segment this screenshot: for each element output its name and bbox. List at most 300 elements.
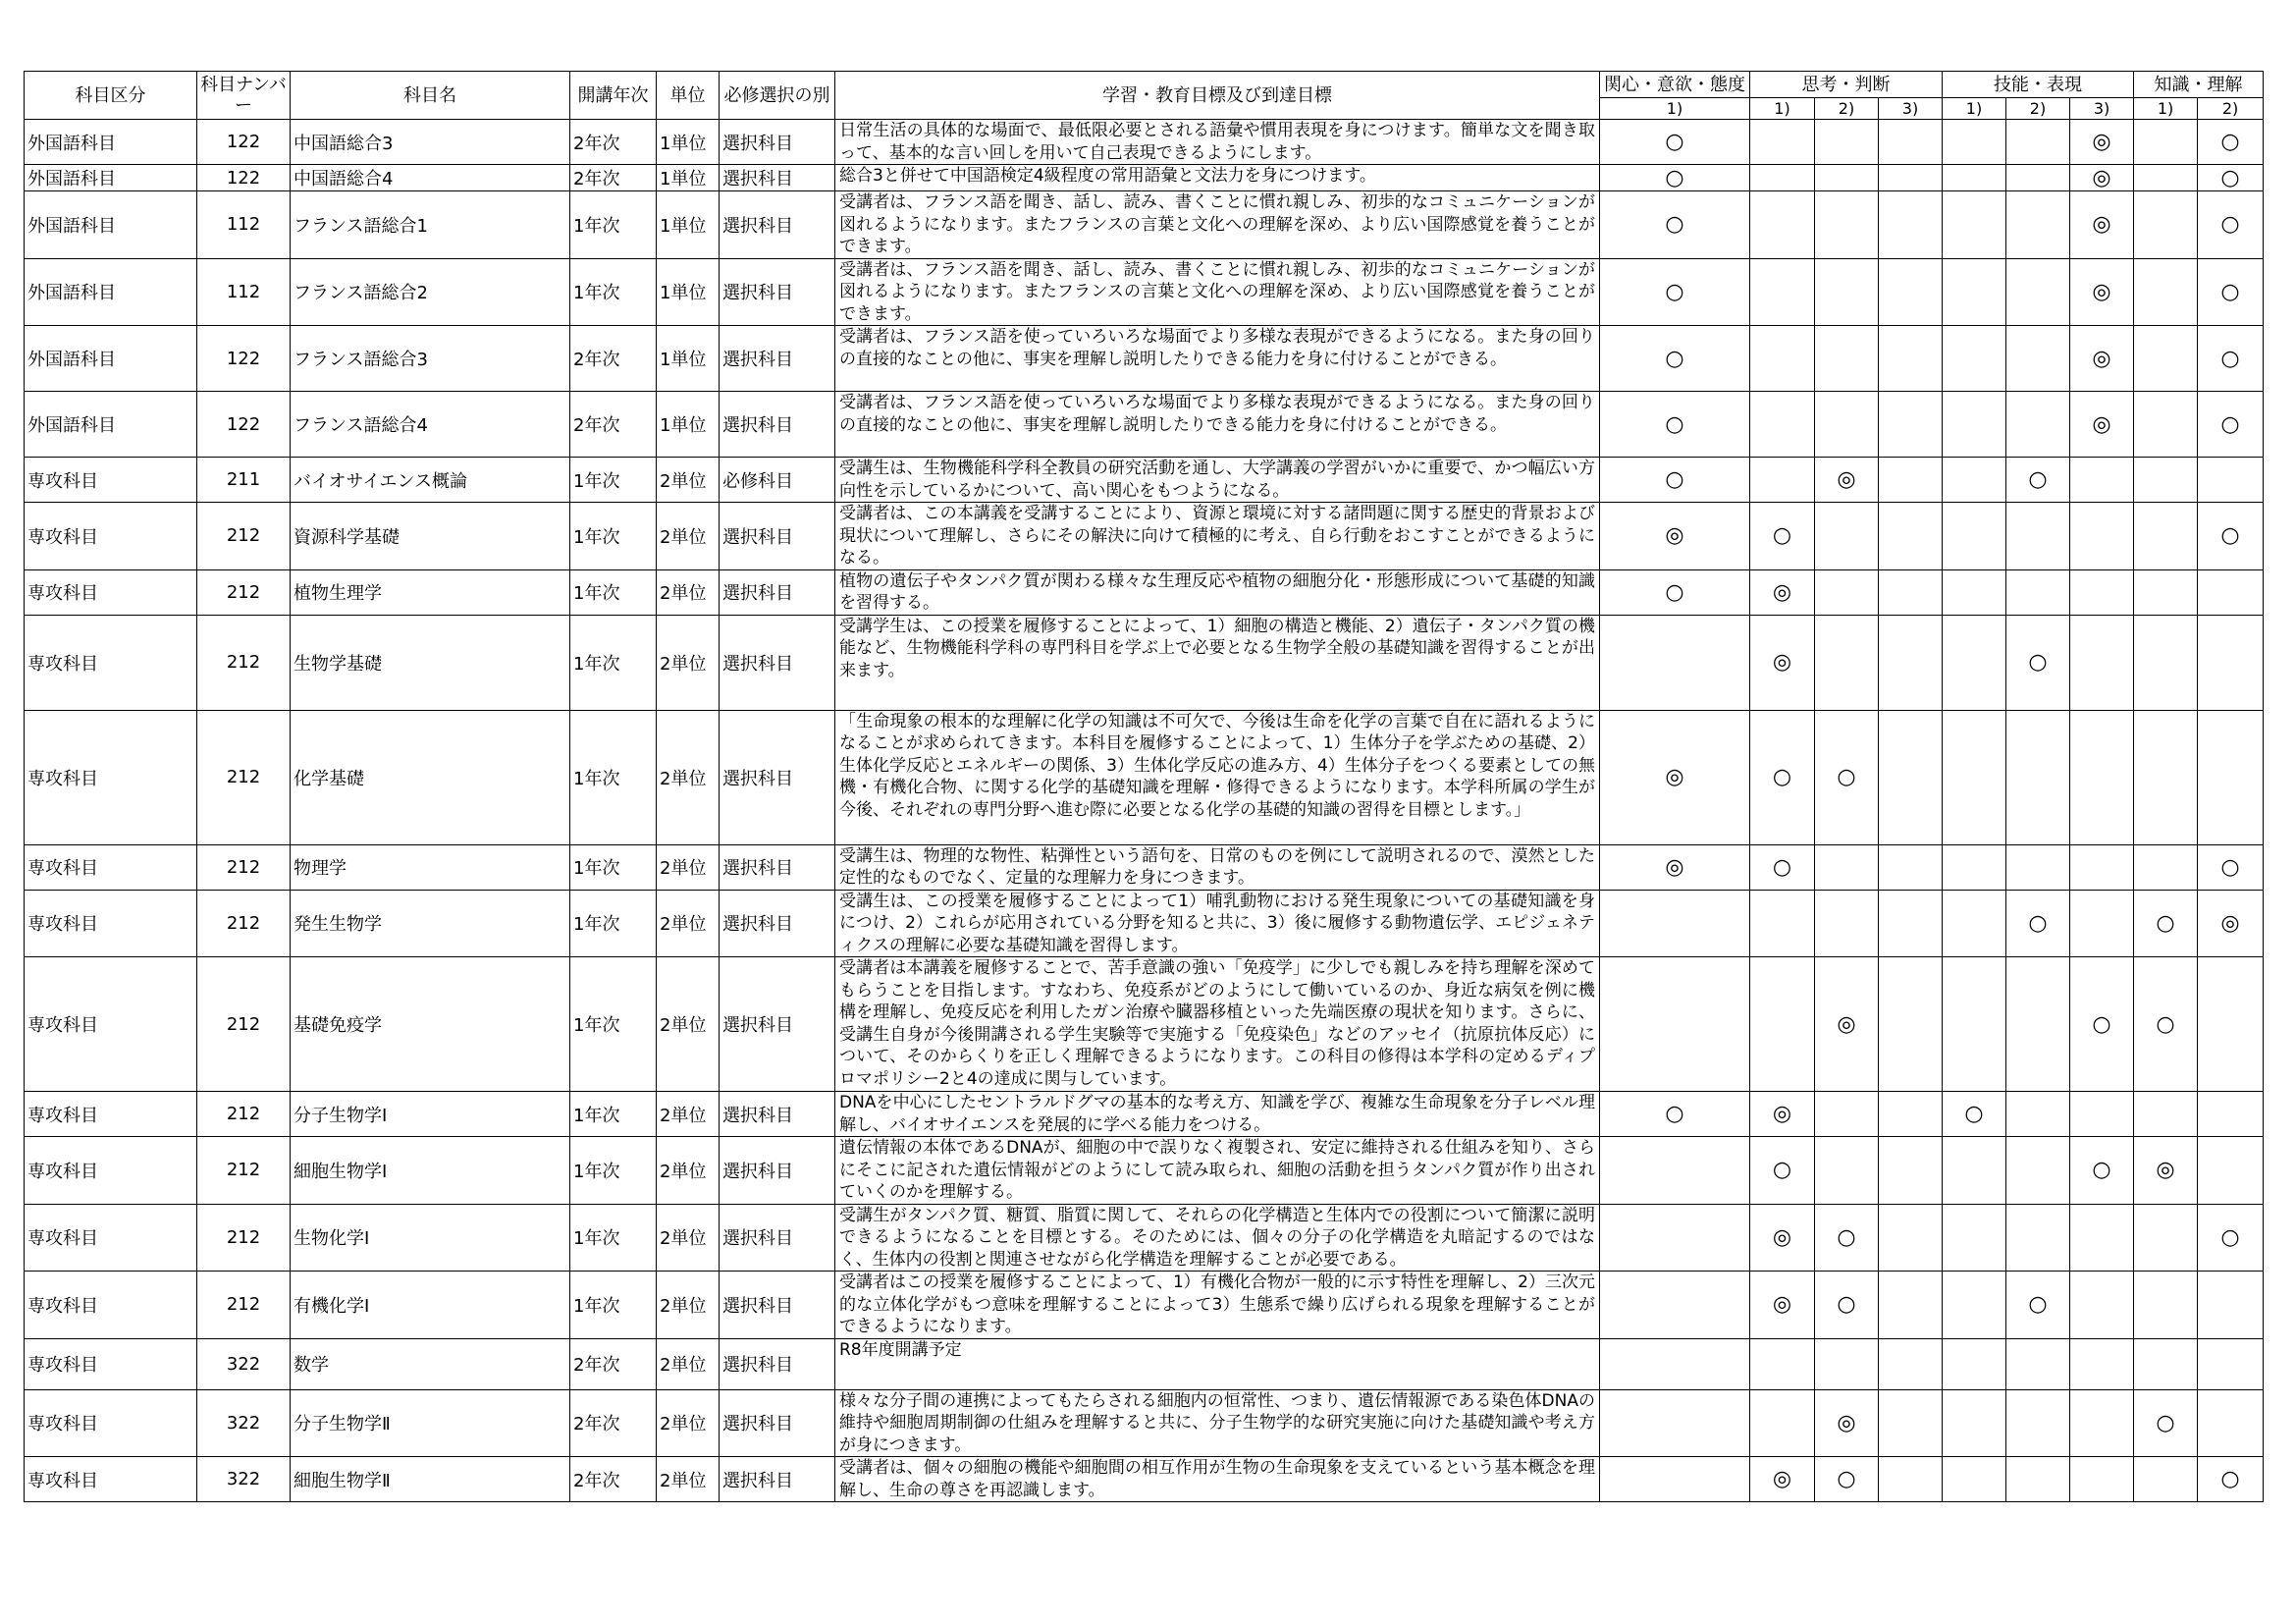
achievement-mark bbox=[2198, 458, 2264, 503]
achievement-mark bbox=[2006, 569, 2070, 615]
achievement-mark bbox=[1879, 957, 1943, 1092]
achievement-mark bbox=[2134, 392, 2198, 458]
course-category: 外国語科目 bbox=[25, 191, 197, 259]
course-goal: 受講者は、フランス語を聞き、話し、読み、書くことに慣れ親しみ、初歩的なコミュニケーションが図れるようになります。またフランスの言葉と文化への理解を深め、より広い国際感覚を養うことができます。 bbox=[835, 191, 1600, 259]
achievement-mark bbox=[2198, 1137, 2264, 1205]
course-goal: 日常生活の具体的な場面で、最低限必要とされる語彙や慣用表現を身につけます。簡単な文を聞き取って、基本的な言い回しを用いて自己表現できるようにします。 bbox=[835, 120, 1600, 165]
achievement-mark bbox=[2198, 1092, 2264, 1137]
achievement-mark bbox=[2006, 503, 2070, 570]
achievement-mark bbox=[1879, 165, 1943, 191]
achievement-mark: ○ bbox=[1750, 844, 1815, 890]
course-category: 専攻科目 bbox=[25, 1457, 197, 1502]
course-category: 外国語科目 bbox=[25, 258, 197, 326]
achievement-mark bbox=[2134, 1272, 2198, 1339]
achievement-mark: ○ bbox=[1815, 1272, 1879, 1339]
course-number: 122 bbox=[197, 392, 291, 458]
header-goal: 学習・教育目標及び到達目標 bbox=[835, 72, 1600, 120]
achievement-mark bbox=[2134, 710, 2198, 844]
achievement-mark bbox=[2198, 1272, 2264, 1339]
achievement-mark bbox=[1600, 1457, 1750, 1502]
course-year: 1年次 bbox=[570, 1137, 657, 1205]
achievement-mark bbox=[1600, 1204, 1750, 1272]
achievement-mark bbox=[1879, 615, 1943, 710]
course-name: 生物化学Ⅰ bbox=[291, 1204, 570, 1272]
achievement-mark: ○ bbox=[1815, 1204, 1879, 1272]
achievement-mark: ◎ bbox=[1750, 1272, 1815, 1339]
achievement-mark bbox=[1879, 1137, 1943, 1205]
achievement-mark bbox=[2070, 890, 2134, 957]
achievement-mark: ◎ bbox=[1750, 615, 1815, 710]
table-row bbox=[25, 503, 2264, 570]
course-category: 専攻科目 bbox=[25, 569, 197, 615]
course-category: 専攻科目 bbox=[25, 1092, 197, 1137]
course-number: 322 bbox=[197, 1389, 291, 1457]
course-required: 選択科目 bbox=[720, 1272, 835, 1339]
course-units: 2単位 bbox=[657, 569, 720, 615]
achievement-mark: ◎ bbox=[1815, 458, 1879, 503]
achievement-mark: ◎ bbox=[2070, 326, 2134, 392]
achievement-mark bbox=[1943, 615, 2006, 710]
achievement-mark: ○ bbox=[1600, 458, 1750, 503]
achievement-mark bbox=[1600, 1389, 1750, 1457]
achievement-mark bbox=[2134, 120, 2198, 165]
achievement-mark: ○ bbox=[2006, 890, 2070, 957]
course-year: 1年次 bbox=[570, 615, 657, 710]
header-sub: 1) bbox=[1750, 98, 1815, 120]
achievement-mark bbox=[1879, 458, 1943, 503]
course-number: 122 bbox=[197, 120, 291, 165]
achievement-mark bbox=[2198, 615, 2264, 710]
achievement-mark: ◎ bbox=[2070, 165, 2134, 191]
achievement-mark bbox=[1750, 326, 1815, 392]
course-number: 212 bbox=[197, 615, 291, 710]
achievement-mark bbox=[1600, 890, 1750, 957]
course-name: 生物学基礎 bbox=[291, 615, 570, 710]
achievement-mark bbox=[1750, 392, 1815, 458]
course-name: 化学基礎 bbox=[291, 710, 570, 844]
achievement-mark bbox=[2070, 1338, 2134, 1389]
course-number: 212 bbox=[197, 1272, 291, 1339]
achievement-mark bbox=[1879, 890, 1943, 957]
course-required: 選択科目 bbox=[720, 503, 835, 570]
table-row bbox=[25, 957, 2264, 1092]
achievement-mark: ◎ bbox=[2134, 1137, 2198, 1205]
course-number: 212 bbox=[197, 1092, 291, 1137]
table-row bbox=[25, 710, 2264, 844]
achievement-mark bbox=[1879, 1389, 1943, 1457]
course-units: 2単位 bbox=[657, 1204, 720, 1272]
achievement-mark: ◎ bbox=[1750, 1204, 1815, 1272]
achievement-mark bbox=[1943, 1338, 2006, 1389]
achievement-mark bbox=[2006, 326, 2070, 392]
table-row bbox=[25, 191, 2264, 259]
achievement-mark: ○ bbox=[1750, 710, 1815, 844]
achievement-mark bbox=[2198, 957, 2264, 1092]
header-sub: 2) bbox=[2006, 98, 2070, 120]
achievement-mark: ◎ bbox=[1750, 1092, 1815, 1137]
achievement-mark bbox=[1879, 1338, 1943, 1389]
course-required: 選択科目 bbox=[720, 1204, 835, 1272]
course-year: 2年次 bbox=[570, 326, 657, 392]
achievement-mark bbox=[1600, 1338, 1750, 1389]
course-goal: 受講生は、この授業を履修することによって1）哺乳動物における発生現象についての基礎知識を身につけ、2）これらが応用されている分野を知ると共に、3）後に履修する動物遺伝学、エピジェネティクスの理解に必要な基礎知識を習得します。 bbox=[835, 890, 1600, 957]
achievement-mark: ◎ bbox=[2070, 120, 2134, 165]
achievement-mark bbox=[1943, 1457, 2006, 1502]
course-number: 212 bbox=[197, 844, 291, 890]
course-goal: 受講生は、物理的な物性、粘弾性という語句を、日常のものを例にして説明されるので、漠然とした定性的なものでなく、定量的な理解力を身につきます。 bbox=[835, 844, 1600, 890]
achievement-mark bbox=[1815, 165, 1879, 191]
achievement-mark bbox=[1815, 890, 1879, 957]
course-goal: 受講者は、この本講義を受講することにより、資源と環境に対する諸問題に関する歴史的背景および現状について理解し、さらにその解決に向けて積極的に考え、自ら行動をおこすことができるようになる。 bbox=[835, 503, 1600, 570]
curriculum-table-sheet bbox=[24, 71, 2263, 1502]
achievement-mark bbox=[2070, 569, 2134, 615]
achievement-mark: ○ bbox=[2006, 615, 2070, 710]
achievement-mark bbox=[1815, 258, 1879, 326]
course-category: 専攻科目 bbox=[25, 957, 197, 1092]
achievement-mark: ○ bbox=[1600, 392, 1750, 458]
course-required: 選択科目 bbox=[720, 120, 835, 165]
achievement-mark bbox=[1943, 1204, 2006, 1272]
course-year: 1年次 bbox=[570, 710, 657, 844]
course-goal: 受講者は本講義を履修することで、苦手意識の強い「免疫学」に少しでも親しみを持ち理解を深めてもらうことを目指します。すなわち、免疫系がどのようにして働いているのか、身近な病気を例に機構を理解し、免疫反応を利用したガン治療や臓器移植といった先端医療の現状を知ります。さらに、受講生自身が今後開講される学生実験等で実施する「免疫染色」などのアッセイ（抗原抗体反応）について、そのからくりを正しく理解できるようになります。この科目の修得は本学科の定めるディプロマポリシー2と4の達成に関与しています。 bbox=[835, 957, 1600, 1092]
achievement-mark bbox=[1879, 326, 1943, 392]
achievement-mark bbox=[2134, 615, 2198, 710]
course-units: 2単位 bbox=[657, 844, 720, 890]
course-number: 212 bbox=[197, 1204, 291, 1272]
achievement-mark bbox=[2006, 1092, 2070, 1137]
course-year: 2年次 bbox=[570, 120, 657, 165]
achievement-mark bbox=[1750, 165, 1815, 191]
course-number: 322 bbox=[197, 1457, 291, 1502]
achievement-mark bbox=[1879, 258, 1943, 326]
achievement-mark bbox=[2006, 191, 2070, 259]
achievement-mark bbox=[2198, 1338, 2264, 1389]
course-year: 1年次 bbox=[570, 1092, 657, 1137]
course-name: 植物生理学 bbox=[291, 569, 570, 615]
achievement-mark: ○ bbox=[2198, 1457, 2264, 1502]
achievement-mark bbox=[1943, 710, 2006, 844]
course-year: 2年次 bbox=[570, 392, 657, 458]
course-goal: 「生命現象の根本的な理解に化学の知識は不可欠で、今後は生命を化学の言葉で自在に語れるようになることが求められてきます。本科目を履修することによって、1）生体分子を学ぶための基礎、2）生体化学反応とエネルギーの関係、3）生体化学反応の進み方、4）生体分子をつくる要素としての無機・有機化合物、に関する化学的基礎知識を理解・修得できるようになります。本学科所属の学生が今後、それぞれの専門分野へ進む際に必要となる化学の基礎的知識の習得を目標とします。」 bbox=[835, 710, 1600, 844]
achievement-mark bbox=[2070, 1204, 2134, 1272]
course-units: 2単位 bbox=[657, 1457, 720, 1502]
table-row bbox=[25, 615, 2264, 710]
course-year: 2年次 bbox=[570, 1389, 657, 1457]
achievement-mark: ◎ bbox=[1600, 503, 1750, 570]
course-units: 1単位 bbox=[657, 191, 720, 259]
achievement-mark bbox=[2006, 1338, 2070, 1389]
table-row bbox=[25, 458, 2264, 503]
course-name: 細胞生物学Ⅰ bbox=[291, 1137, 570, 1205]
achievement-mark bbox=[1943, 120, 2006, 165]
achievement-mark bbox=[1815, 392, 1879, 458]
course-goal: 受講生は、生物機能科学科全教員の研究活動を通し、大学講義の学習がいかに重要で、かつ幅広い方向性を示しているかについて、高い関心をもつようになる。 bbox=[835, 458, 1600, 503]
achievement-mark bbox=[1943, 458, 2006, 503]
header-units: 単位 bbox=[657, 72, 720, 120]
course-name: 基礎免疫学 bbox=[291, 957, 570, 1092]
course-number: 212 bbox=[197, 890, 291, 957]
course-number: 212 bbox=[197, 569, 291, 615]
achievement-mark: ◎ bbox=[1600, 844, 1750, 890]
course-units: 2単位 bbox=[657, 503, 720, 570]
header-name: 科目名 bbox=[291, 72, 570, 120]
achievement-mark bbox=[2134, 191, 2198, 259]
achievement-mark bbox=[2134, 1204, 2198, 1272]
course-units: 1単位 bbox=[657, 165, 720, 191]
achievement-mark bbox=[1600, 1137, 1750, 1205]
course-number: 212 bbox=[197, 503, 291, 570]
course-category: 専攻科目 bbox=[25, 710, 197, 844]
achievement-mark bbox=[2006, 1204, 2070, 1272]
header-group-knowledge: 知識・理解 bbox=[2134, 72, 2264, 98]
achievement-mark bbox=[1943, 957, 2006, 1092]
achievement-mark bbox=[2134, 458, 2198, 503]
course-required: 選択科目 bbox=[720, 569, 835, 615]
course-number: 322 bbox=[197, 1338, 291, 1389]
achievement-mark bbox=[2070, 844, 2134, 890]
achievement-mark bbox=[1750, 458, 1815, 503]
achievement-mark: ○ bbox=[2070, 1137, 2134, 1205]
course-year: 2年次 bbox=[570, 1338, 657, 1389]
course-units: 2単位 bbox=[657, 1338, 720, 1389]
achievement-mark: ○ bbox=[1815, 1457, 1879, 1502]
course-year: 1年次 bbox=[570, 957, 657, 1092]
course-goal: 受講者は、個々の細胞の機能や細胞間の相互作用が生物の生命現象を支えているという基本概念を理解し、生命の尊さを再認識します。 bbox=[835, 1457, 1600, 1502]
course-year: 1年次 bbox=[570, 503, 657, 570]
course-units: 1単位 bbox=[657, 258, 720, 326]
achievement-mark bbox=[2006, 165, 2070, 191]
course-goal: DNAを中心にしたセントラルドグマの基本的な考え方、知識を学び、複雑な生命現象を分子レベル理解し、バイオサイエンスを発展的に学べる能力をつける。 bbox=[835, 1092, 1600, 1137]
table-body bbox=[25, 120, 2264, 1502]
achievement-mark bbox=[1879, 392, 1943, 458]
achievement-mark bbox=[1815, 1338, 1879, 1389]
achievement-mark bbox=[1943, 844, 2006, 890]
course-required: 選択科目 bbox=[720, 1137, 835, 1205]
course-name: フランス語総合4 bbox=[291, 392, 570, 458]
achievement-mark bbox=[1815, 503, 1879, 570]
course-number: 122 bbox=[197, 165, 291, 191]
achievement-mark: ○ bbox=[1600, 191, 1750, 259]
course-name: 分子生物学Ⅰ bbox=[291, 1092, 570, 1137]
header-category: 科目区分 bbox=[25, 72, 197, 120]
achievement-mark bbox=[2070, 458, 2134, 503]
course-goal: 受講者は、フランス語を使っていろいろな場面でより多様な表現ができるようになる。また身の回りの直接的なことの他に、事実を理解し説明したりできる能力を身に付けることができる。 bbox=[835, 326, 1600, 392]
achievement-mark bbox=[1879, 1272, 1943, 1339]
table-row bbox=[25, 844, 2264, 890]
achievement-mark: ◎ bbox=[1600, 710, 1750, 844]
achievement-mark bbox=[2134, 569, 2198, 615]
table-row bbox=[25, 165, 2264, 191]
course-units: 2単位 bbox=[657, 458, 720, 503]
course-units: 2単位 bbox=[657, 1092, 720, 1137]
course-required: 選択科目 bbox=[720, 615, 835, 710]
achievement-mark bbox=[1750, 1338, 1815, 1389]
achievement-mark bbox=[1750, 890, 1815, 957]
course-name: 中国語総合4 bbox=[291, 165, 570, 191]
header-group-interest: 関心・意欲・態度 bbox=[1600, 72, 1750, 98]
achievement-mark: ○ bbox=[2006, 458, 2070, 503]
curriculum-table bbox=[24, 71, 2264, 1502]
achievement-mark: ○ bbox=[2198, 392, 2264, 458]
course-name: バイオサイエンス概論 bbox=[291, 458, 570, 503]
course-units: 1単位 bbox=[657, 392, 720, 458]
achievement-mark bbox=[1943, 165, 2006, 191]
course-required: 選択科目 bbox=[720, 165, 835, 191]
course-category: 専攻科目 bbox=[25, 890, 197, 957]
achievement-mark bbox=[2070, 1272, 2134, 1339]
achievement-mark bbox=[2070, 615, 2134, 710]
achievement-mark bbox=[1815, 120, 1879, 165]
achievement-mark: ○ bbox=[1943, 1092, 2006, 1137]
course-year: 2年次 bbox=[570, 1457, 657, 1502]
achievement-mark: ○ bbox=[1600, 120, 1750, 165]
course-required: 必修科目 bbox=[720, 458, 835, 503]
course-number: 211 bbox=[197, 458, 291, 503]
achievement-mark bbox=[2134, 503, 2198, 570]
achievement-mark bbox=[2006, 392, 2070, 458]
header-year: 開講年次 bbox=[570, 72, 657, 120]
table-row bbox=[25, 1204, 2264, 1272]
course-number: 112 bbox=[197, 258, 291, 326]
header-group-skill: 技能・表現 bbox=[1943, 72, 2134, 98]
achievement-mark bbox=[1879, 844, 1943, 890]
course-category: 外国語科目 bbox=[25, 165, 197, 191]
course-year: 1年次 bbox=[570, 191, 657, 259]
achievement-mark bbox=[1600, 1272, 1750, 1339]
course-required: 選択科目 bbox=[720, 844, 835, 890]
achievement-mark bbox=[2070, 710, 2134, 844]
table-row bbox=[25, 1389, 2264, 1457]
achievement-mark bbox=[1815, 569, 1879, 615]
course-number: 122 bbox=[197, 326, 291, 392]
course-goal: 受講生がタンパク質、糖質、脂質に関して、それらの化学構造と生体内での役割について簡潔に説明できるようになることを目標とする。そのためには、個々の分子の化学構造を丸暗記するのではなく、生体内の役割と関連させながら化学構造を理解することが必要である。 bbox=[835, 1204, 1600, 1272]
achievement-mark: ○ bbox=[2134, 1389, 2198, 1457]
achievement-mark bbox=[1943, 503, 2006, 570]
course-name: フランス語総合3 bbox=[291, 326, 570, 392]
achievement-mark: ○ bbox=[1750, 1137, 1815, 1205]
achievement-mark bbox=[1943, 191, 2006, 259]
achievement-mark bbox=[1750, 957, 1815, 1092]
achievement-mark bbox=[2134, 1092, 2198, 1137]
course-units: 2単位 bbox=[657, 957, 720, 1092]
header-required: 必修選択の別 bbox=[720, 72, 835, 120]
course-required: 選択科目 bbox=[720, 1092, 835, 1137]
achievement-mark: ○ bbox=[1750, 503, 1815, 570]
achievement-mark bbox=[1879, 1457, 1943, 1502]
table-row bbox=[25, 1137, 2264, 1205]
achievement-mark: ○ bbox=[1600, 258, 1750, 326]
course-number: 212 bbox=[197, 1137, 291, 1205]
course-goal: 受講者はこの授業を履修することによって、1）有機化合物が一般的に示す特性を理解し、2）三次元的な立体化学がもつ意味を理解することによって3）生態系で繰り広げられる現象を理解することができるようになります。 bbox=[835, 1272, 1600, 1339]
achievement-mark bbox=[1815, 191, 1879, 259]
table-row bbox=[25, 1457, 2264, 1502]
header-group-thinking: 思考・判断 bbox=[1750, 72, 1943, 98]
table-row bbox=[25, 1272, 2264, 1339]
course-name: 中国語総合3 bbox=[291, 120, 570, 165]
achievement-mark bbox=[2134, 1457, 2198, 1502]
course-name: 数学 bbox=[291, 1338, 570, 1389]
table-row bbox=[25, 326, 2264, 392]
achievement-mark: ○ bbox=[2134, 957, 2198, 1092]
course-category: 専攻科目 bbox=[25, 1272, 197, 1339]
achievement-mark bbox=[2198, 569, 2264, 615]
achievement-mark: ○ bbox=[2198, 165, 2264, 191]
achievement-mark bbox=[1879, 1204, 1943, 1272]
course-category: 専攻科目 bbox=[25, 458, 197, 503]
course-category: 専攻科目 bbox=[25, 1338, 197, 1389]
achievement-mark: ○ bbox=[2006, 1272, 2070, 1339]
achievement-mark: ◎ bbox=[1815, 1389, 1879, 1457]
achievement-mark bbox=[1750, 258, 1815, 326]
header-sub: 1) bbox=[1600, 98, 1750, 120]
achievement-mark: ○ bbox=[2198, 1204, 2264, 1272]
table-row bbox=[25, 890, 2264, 957]
course-category: 外国語科目 bbox=[25, 326, 197, 392]
achievement-mark bbox=[1750, 1389, 1815, 1457]
achievement-mark: ○ bbox=[2198, 503, 2264, 570]
course-name: 資源科学基礎 bbox=[291, 503, 570, 570]
achievement-mark: ◎ bbox=[2070, 191, 2134, 259]
achievement-mark bbox=[1600, 957, 1750, 1092]
achievement-mark bbox=[2006, 844, 2070, 890]
course-goal: 様々な分子間の連携によってもたらされる細胞内の恒常性、つまり、遺伝情報源である染色体DNAの維持や細胞周期制御の仕組みを理解すると共に、分子生物学的な研究実施に向けた基礎知識や考え方が身につきます。 bbox=[835, 1389, 1600, 1457]
header-number: 科目ナンバー bbox=[197, 72, 291, 120]
course-goal: 植物の遺伝子やタンパク質が関わる様々な生理反応や植物の細胞分化・形態形成について基礎的知識を習得する。 bbox=[835, 569, 1600, 615]
course-required: 選択科目 bbox=[720, 710, 835, 844]
achievement-mark bbox=[1943, 1272, 2006, 1339]
achievement-mark: ○ bbox=[2134, 890, 2198, 957]
course-name: フランス語総合1 bbox=[291, 191, 570, 259]
course-required: 選択科目 bbox=[720, 1457, 835, 1502]
achievement-mark bbox=[1943, 1389, 2006, 1457]
achievement-mark bbox=[1750, 120, 1815, 165]
course-number: 212 bbox=[197, 710, 291, 844]
course-name: 発生生物学 bbox=[291, 890, 570, 957]
achievement-mark: ○ bbox=[1600, 1092, 1750, 1137]
course-units: 2単位 bbox=[657, 1389, 720, 1457]
course-goal: R8年度開講予定 bbox=[835, 1338, 1600, 1389]
header-sub: 3) bbox=[1879, 98, 1943, 120]
course-category: 専攻科目 bbox=[25, 844, 197, 890]
header-sub: 2) bbox=[2198, 98, 2264, 120]
course-year: 2年次 bbox=[570, 165, 657, 191]
achievement-mark bbox=[1943, 258, 2006, 326]
achievement-mark: ◎ bbox=[1750, 1457, 1815, 1502]
achievement-mark: ◎ bbox=[2070, 392, 2134, 458]
course-goal: 総合3と併せて中国語検定4級程度の常用語彙と文法力を身につけます。 bbox=[835, 165, 1600, 191]
achievement-mark: ◎ bbox=[1750, 569, 1815, 615]
course-year: 1年次 bbox=[570, 844, 657, 890]
course-name: 細胞生物学Ⅱ bbox=[291, 1457, 570, 1502]
course-required: 選択科目 bbox=[720, 890, 835, 957]
course-required: 選択科目 bbox=[720, 1389, 835, 1457]
achievement-mark bbox=[2070, 1457, 2134, 1502]
course-category: 専攻科目 bbox=[25, 503, 197, 570]
achievement-mark bbox=[2006, 1389, 2070, 1457]
achievement-mark: ○ bbox=[2198, 120, 2264, 165]
course-goal: 受講者は、フランス語を使っていろいろな場面でより多様な表現ができるようになる。また身の回りの直接的なことの他に、事実を理解し説明したりできる能力を身に付けることができる。 bbox=[835, 392, 1600, 458]
course-units: 2単位 bbox=[657, 1272, 720, 1339]
course-name: 物理学 bbox=[291, 844, 570, 890]
course-category: 専攻科目 bbox=[25, 1137, 197, 1205]
course-required: 選択科目 bbox=[720, 1338, 835, 1389]
achievement-mark: ○ bbox=[1600, 569, 1750, 615]
table-row bbox=[25, 1338, 2264, 1389]
course-year: 1年次 bbox=[570, 1204, 657, 1272]
course-category: 外国語科目 bbox=[25, 120, 197, 165]
achievement-mark bbox=[1943, 326, 2006, 392]
achievement-mark: ○ bbox=[2070, 957, 2134, 1092]
